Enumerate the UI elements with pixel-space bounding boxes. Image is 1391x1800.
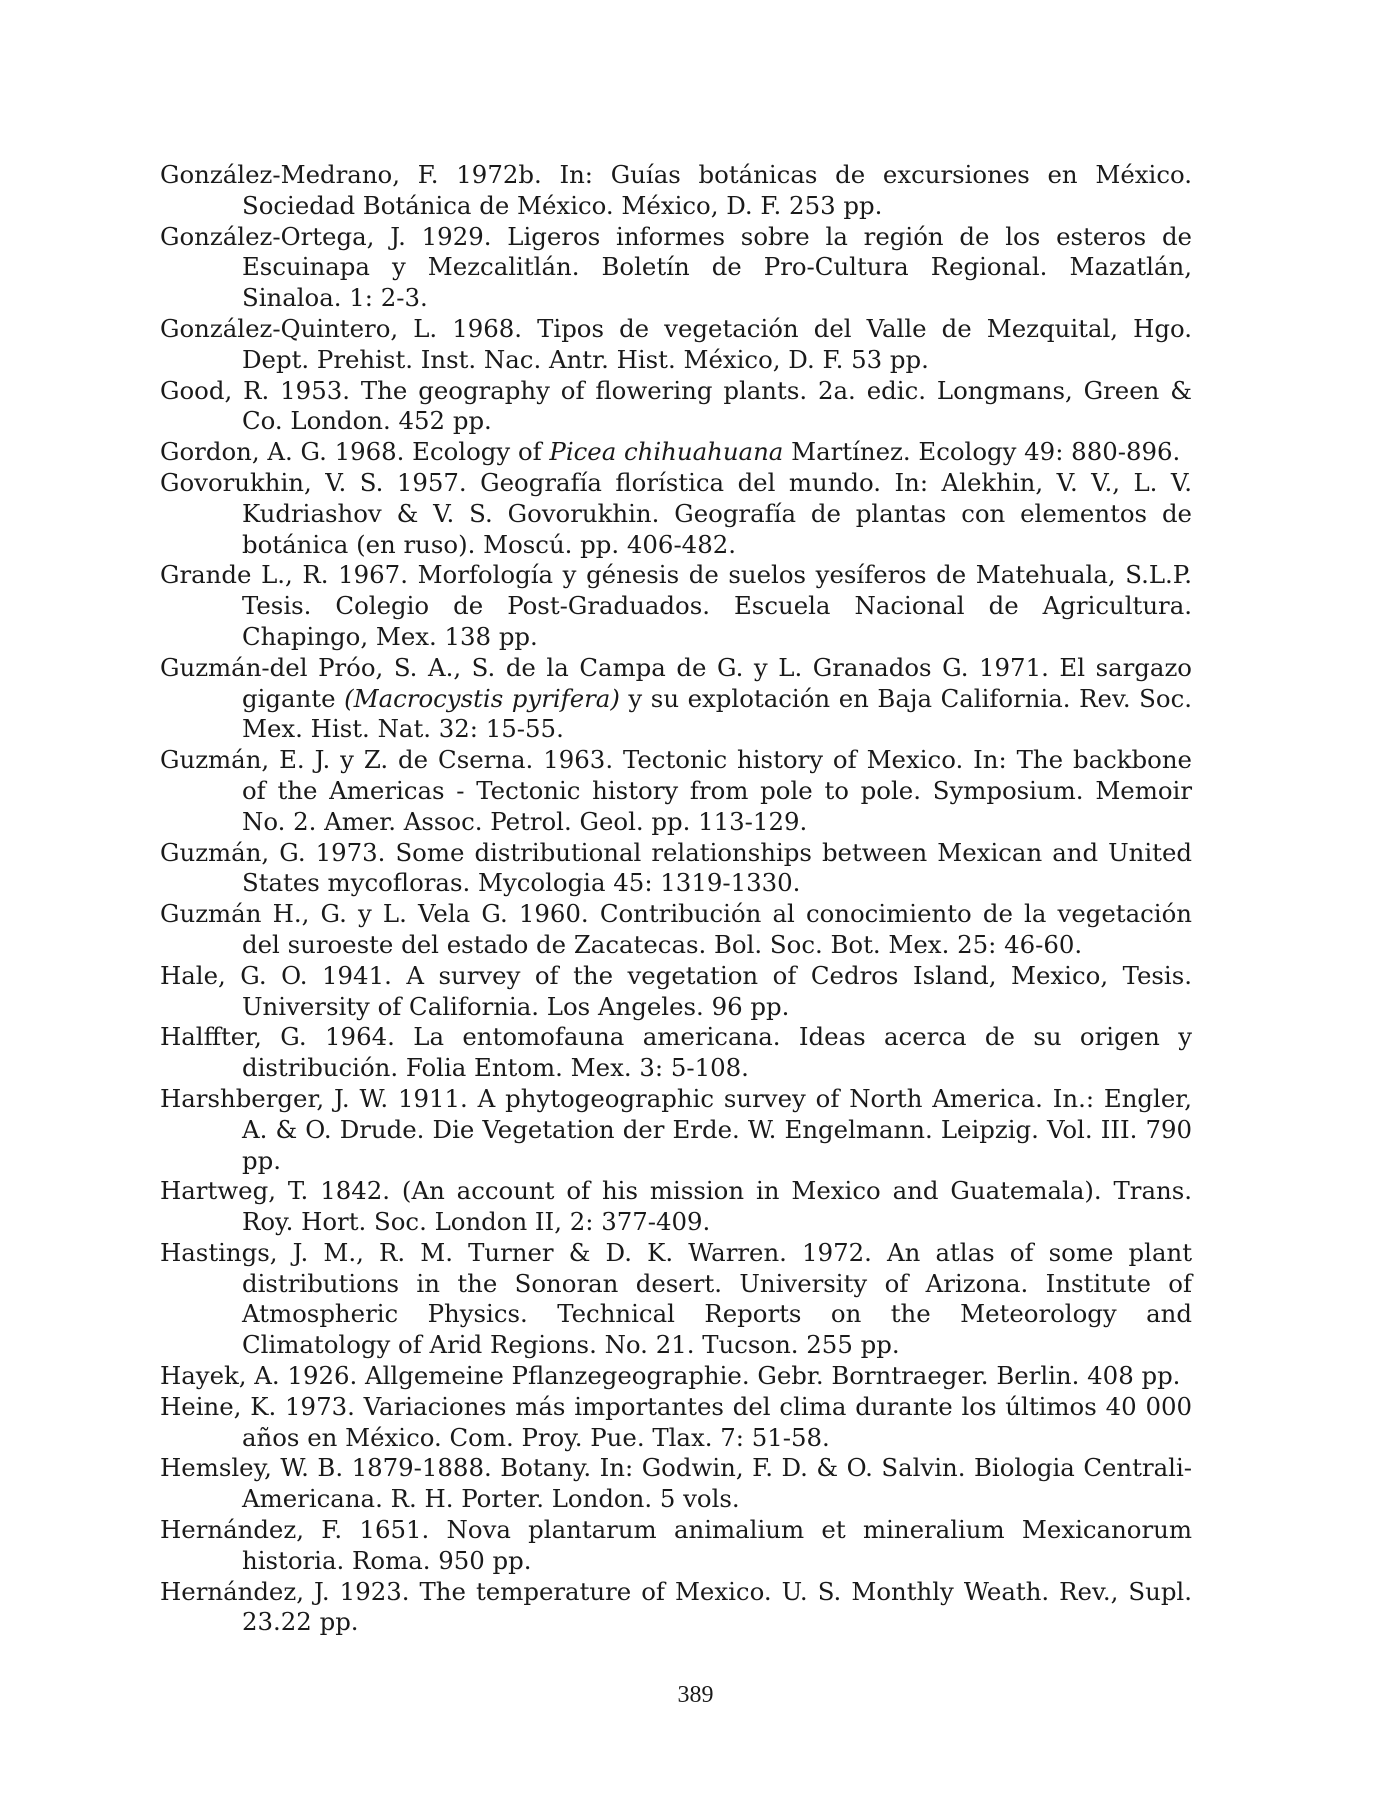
reference-entry: González-Medrano, F. 1972b. In: Guías botánicas de excursiones en México. Sociedad Botánica de México. México, D. F. 253 pp. (160, 160, 1192, 220)
reference-text: Guzmán-del Próo, S. A., S. de la Campa de G. y L. Granados G. 1971. El sargazo gigante (160, 652, 1192, 713)
reference-text: Martínez. Ecology 49: 880-896. (783, 437, 1181, 467)
reference-text: y su explotación en Baja California. Rev. Soc. Mex. Hist. Nat. 32: 15-55. (242, 683, 1192, 744)
reference-entry: Hayek, A. 1926. Allgemeine Pflanzegeographie. Gebr. Borntraeger. Berlin. 408 pp. (160, 1361, 1181, 1391)
reference-entry: Harshberger, J. W. 1911. A phytogeographic survey of North America. In.: Engler, A. & O. Drude. Die Vegetation der Erde. W. Engelmann. Leipzig. Vol. III. 790 pp. (160, 1083, 1192, 1175)
reference-list (160, 160, 1192, 1638)
reference-entry: González-Ortega, J. 1929. Ligeros informes sobre la región de los esteros de Escuinapa y Mezcalitlán. Boletín de Pro-Cultura Regional. Mazatlán, Sinaloa. 1: 2-3. (160, 221, 1192, 313)
reference-entry: Govorukhin, V. S. 1957. Geografía florística del mundo. In: Alekhin, V. V., L. V. Kudriashov & V. S. Govorukhin. Geografía de plantas con elementos de botánica (en ruso). Moscú. pp. 406-482. (160, 467, 1192, 559)
reference-entry: Guzmán, G. 1973. Some distributional relationships between Mexican and United States mycofloras. Mycologia 45: 1319-1330. (160, 837, 1192, 898)
reference-entry: Hemsley, W. B. 1879-1888. Botany. In: Godwin, F. D. & O. Salvin. Biologia Centrali-Americana. R. H. Porter. London. 5 vols. (160, 1453, 1192, 1514)
species-name: Picea chihuahuana (549, 437, 784, 467)
reference-entry: González-Quintero, L. 1968. Tipos de vegetación del Valle de Mezquital, Hgo. Dept. Prehist. Inst. Nac. Antr. Hist. México, D. F. 53 pp. (160, 313, 1192, 374)
reference-entry: Hernández, F. 1651. Nova plantarum animalium et mineralium Mexicanorum historia. Roma. 950 pp. (160, 1515, 1192, 1575)
reference-text: Gordon, A. G. 1968. Ecology of (160, 437, 550, 467)
reference-entry: Hale, G. O. 1941. A survey of the vegetation of Cedros Island, Mexico, Tesis. University of California. Los Angeles. 96 pp. (160, 960, 1192, 1021)
species-name: (Macrocystis pyrifera) (344, 683, 620, 713)
reference-entry: Halffter, G. 1964. La entomofauna americana. Ideas acerca de su origen y distribución. Folia Entom. Mex. 3: 5-108. (160, 1022, 1192, 1083)
reference-entry: Guzmán, E. J. y Z. de Cserna. 1963. Tectonic history of Mexico. In: The backbone of the Americas - Tectonic history from pole to pole. Symposium. Memoir No. 2. Amer. Assoc. Petrol. Geol. pp. 113-129. (160, 745, 1192, 836)
reference-entry (160, 653, 1192, 745)
reference-entry: Hernández, J. 1923. The temperature of Mexico. U. S. Monthly Weath. Rev., Supl. 23.22 pp. (160, 1576, 1192, 1637)
reference-entry: Guzmán H., G. y L. Vela G. 1960. Contribución al conocimiento de la vegetación del suroeste del estado de Zacatecas. Bol. Soc. Bot. Mex. 25: 46-60. (160, 899, 1192, 959)
reference-entry: Heine, K. 1973. Variaciones más importantes del clima durante los últimos 40 000 años en México. Com. Proy. Pue. Tlax. 7: 51-58. (160, 1391, 1192, 1452)
reference-entry: Grande L., R. 1967. Morfología y génesis de suelos yesíferos de Matehuala, S.L.P. Tesis. Colegio de Post-Graduados. Escuela Nacional de Agricultura. Chapingo, Mex. 138 pp. (160, 560, 1192, 651)
reference-entry: Hastings, J. M., R. M. Turner & D. K. Warren. 1972. An atlas of some plant distributions in the Sonoran desert. University of Arizona. Institute of Atmospheric Physics. Technical Reports on the Meteorology and Climatology of Arid Regions. No. 21. Tucson. 255 pp. (160, 1237, 1192, 1360)
page-number: 389 (677, 1682, 714, 1708)
reference-entry (160, 437, 1192, 468)
reference-entry: Good, R. 1953. The geography of flowering plants. 2a. edic. Longmans, Green & Co. London. 452 pp. (160, 375, 1192, 436)
reference-entry: Hartweg, T. 1842. (An account of his mission in Mexico and Guatemala). Trans. Roy. Hort. Soc. London II, 2: 377-409. (160, 1176, 1192, 1237)
